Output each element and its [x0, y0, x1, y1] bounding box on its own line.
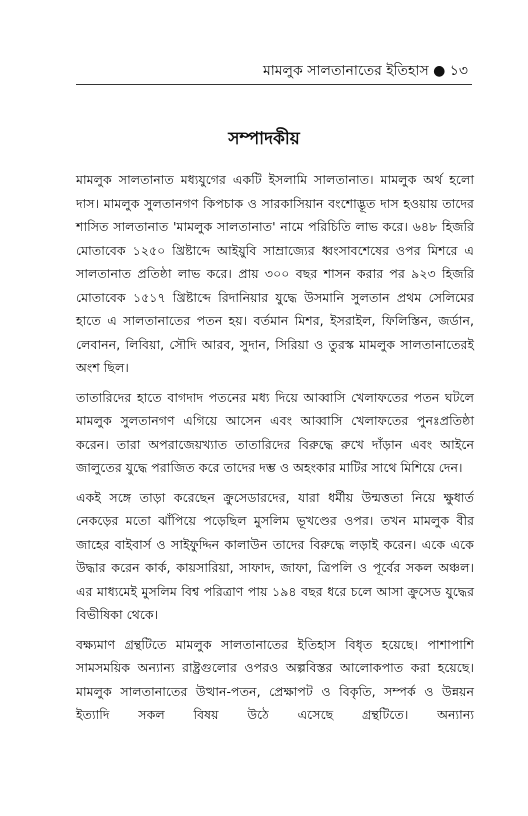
header-rule [76, 84, 472, 85]
running-header: মামলুক সালতানাতের ইতিহাস ● ১৩ [262, 63, 468, 79]
paragraph-1: মামলুক সালতানাত মধ্যযুগের একটি ইসলামি সালতানাত। মামলুক অর্থ হলো দাস। মামলুক সুলতানগণ কিপচাক ও সারকাসিয়ান বংশোদ্ভূত দাস হওয়ায় তাদের শাসিত সালতানাত 'মামলুক সালতানাত' নামে পরিচিতি লাভ করে। ৬৪৮ হিজরি মোতাবেক ১২৫০ খ্রিষ্টাব্দে আইয়ুবি সাম্রাজ্যের ধ্বংসাবশেষের ওপর মিশরে এ সালতানাত প্রতিষ্ঠা লাভ করে। প্রায় ৩০০ বছর শাসন করার পর ৯২৩ হিজরি মোতাবেক ১৫১৭ খ্রিষ্টাব্দে রিদানিয়ার যুদ্ধে উসমানি সুলতান প্রথম সেলিমের হাতে এ সালতানাতের পতন হয়। বর্তমান মিশর, ইসরাইল, ফিলিস্তিন, জর্ডান, লেবানন, লিবিয়া, সৌদি আরব, সুদান, সিরিয়া ও তুরস্ক মামলুক সালতানাতেরই অংশ ছিল। [76, 172, 474, 375]
body-text [76, 168, 474, 733]
paragraph-2: তাতারিদের হাতে বাগদাদ পতনের মধ্য দিয়ে আব্বাসি খেলাফতের পতন ঘটলে মামলুক সুলতানগণ এগিয়ে আসেন এবং আব্বাসি খেলাফতের পুনঃপ্রতিষ্ঠা করেন। তারা অপরাজেয়খ্যাত তাতারিদের বিরুদ্ধে রুখে দাঁড়ান এবং আইনে জালুতের যুদ্ধে পরাজিত করে তাদের দম্ভ ও অহংকার মাটির সাথে মিশিয়ে দেন। [76, 389, 474, 475]
section-title: সম্পাদকীয় [228, 129, 300, 149]
paragraph-4: বক্ষ্যমাণ গ্রন্থটিতে মামলুক সালতানাতের ইতিহাস বিধৃত হয়েছে। পাশাপাশি সামসময়িক অন্যান্য রাষ্ট্রগুলোর ওপরও অল্পবিস্তর আলোকপাত করা হয়েছে। মামলুক সালতানাতের উত্থান-পতন, প্রেক্ষাপট ও বিকৃতি, সম্পর্ক ও উন্নয়ন ইত্যাদি সকল বিষয় উঠে এসেছে গ্রন্থটিতে। অন্যান্য [76, 636, 474, 722]
paragraph-3: একই সঙ্গে তাড়া করেছেন ক্রুসেডারদের, যারা ধর্মীয় উন্মত্ততা নিয়ে ক্ষুধার্ত নেকড়ের মতো ঝাঁপিয়ে পড়েছিল মুসলিম ভূখণ্ডের ওপর। তখন মামলুক বীর জাহের বাইবার্স ও সাইফুদ্দিন কালাউন তাদের বিরুদ্ধে লড়াই করেন। একে একে উদ্ধার করেন কার্ক, কায়সারিয়া, সাফাদ, জাফা, ত্রিপলি ও পূর্বের সকল অঞ্চল। এর মাধ্যমেই মুসলিম বিশ্ব পরিত্রাণ পায় ১৯৪ বছর ধরে চলে আসা ক্রুসেড যুদ্ধের বিভীষিকা থেকে। [76, 489, 474, 622]
